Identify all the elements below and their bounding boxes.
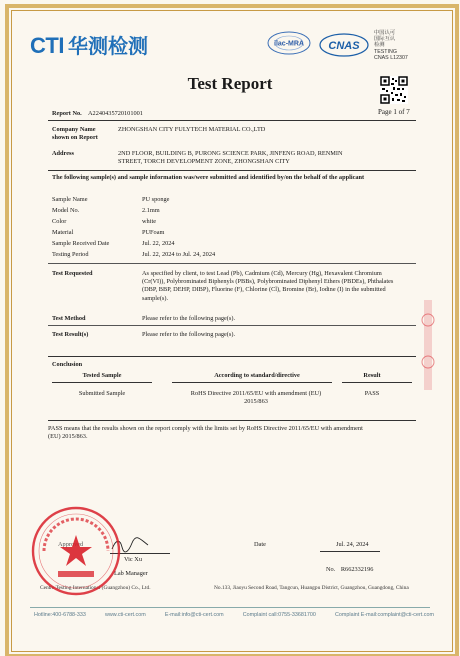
conclusion-label: Conclusion xyxy=(52,361,83,368)
conclusion-row-result: PASS xyxy=(364,390,380,397)
sample-intro: The following sample(s) and sample information was/were submitted and identified by/on the behalf of the applicant xyxy=(52,174,365,181)
received-date-value: Jul. 22, 2024 xyxy=(142,240,175,247)
signer-title: Lab Manager xyxy=(114,570,148,577)
ilac-mra-label: ilac-MRA xyxy=(274,40,304,48)
company-label: Company Name shown on Report xyxy=(52,126,98,142)
testing-period-label: Testing Period xyxy=(52,251,89,258)
test-requested-label: Test Requested xyxy=(52,270,93,277)
header-underline xyxy=(172,382,332,383)
page-title: Test Report xyxy=(187,74,273,93)
color-value: white xyxy=(142,218,156,225)
conclusion-row-standard: RoHS Directive 2011/65/EU with amendment (EU) 2015/863 xyxy=(190,390,322,406)
report-no-value: A2240435720101001 xyxy=(88,110,143,117)
date-value: Jul. 24, 2024 xyxy=(336,541,369,548)
material-value: PUFoam xyxy=(142,229,165,236)
report-serial-value: R662332196 xyxy=(340,566,374,573)
cti-logo-text: CTI xyxy=(30,33,64,58)
conclusion-header-sample: Tested Sample xyxy=(82,372,122,379)
side-stamp-watermark xyxy=(420,300,436,390)
conclusion-header-standard: According to standard/directive xyxy=(214,372,300,379)
sample-name-value: PU sponge xyxy=(142,196,170,203)
footer-divider xyxy=(30,607,430,608)
divider xyxy=(48,420,416,421)
test-method-value: Please refer to the following page(s). xyxy=(142,315,236,322)
divider xyxy=(48,263,416,264)
test-results-label: Test Result(s) xyxy=(52,331,89,338)
ilac-mra-logo xyxy=(266,30,312,56)
divider xyxy=(48,325,416,326)
report-serial-label: No. xyxy=(326,566,336,573)
header-underline xyxy=(52,382,152,383)
page-number: Page 1 of 7 xyxy=(378,108,410,116)
test-results-value: Please refer to the following page(s). xyxy=(142,331,236,338)
divider xyxy=(48,356,416,357)
testing-period-value: Jul. 22, 2024 to Jul. 24, 2024 xyxy=(142,251,216,258)
material-label: Material xyxy=(52,229,74,236)
divider xyxy=(48,120,416,121)
footer-hotline: Hotline:400-6788-333 xyxy=(34,612,86,618)
cnas-logo xyxy=(318,32,370,58)
received-date-label: Sample Received Date xyxy=(52,240,110,247)
approved-label: Approved xyxy=(58,541,84,548)
report-no-label: Report No. xyxy=(52,110,82,117)
cnas-accreditation-text xyxy=(374,30,408,61)
page-footer xyxy=(34,612,434,618)
company-value: ZHONGSHAN CITY FULYTECH MATERIAL CO.,LTD xyxy=(118,126,266,133)
report-serial xyxy=(326,566,373,574)
footer-complaint-email: Complaint E-mail:complaint@cti-cert.com xyxy=(335,612,434,618)
conclusion-table xyxy=(52,372,416,416)
footer-complaint-call: Complaint call:0755-33681700 xyxy=(242,612,316,618)
divider xyxy=(48,170,416,171)
conclusion-header-result: Result xyxy=(363,372,381,379)
cnas-line: 检测 xyxy=(374,42,385,49)
model-no-label: Model No. xyxy=(52,207,80,214)
pass-note: PASS means that the results shown on the report comply with the limits set by RoHS Directive 2011/65/EU with amendment (EU) 2015/863. xyxy=(48,425,363,441)
qr-code xyxy=(380,76,408,104)
test-method-label: Test Method xyxy=(52,315,86,322)
signer-name: Vic Xu xyxy=(124,556,142,563)
cti-logo xyxy=(30,30,148,59)
test-requested-value: As specified by client, to test Lead (Pb), Cadmium (Cd), Mercury (Hg), Hexavalent Chromium (Cr(VI)), Polybrominated Biphenyls (PBBs), Polybrominated Diphenyl Ethers (PBDEs), Phthalates (DBP, BBP, DEHP, DIBP), Fluorine (F), Chlorine (Cl), Bromine (Br), Iodine (I) in the submitted sample(s). xyxy=(142,270,394,302)
cti-logo-chinese: 华测检测 xyxy=(67,36,148,58)
sample-name-label: Sample Name xyxy=(52,196,88,203)
cnas-line: 中国认可 xyxy=(374,30,396,36)
footer-website: www.cti-cert.com xyxy=(104,612,146,618)
address-value: 2ND FLOOR, BUILDING B, PURONG SCIENCE PARK, JINFENG ROAD, RENMIN STREET, TORCH DEVELOPMENT ZONE, ZHONGSHAN CITY xyxy=(118,150,343,166)
date-line xyxy=(320,551,380,552)
cnas-line: CNAS L12307 xyxy=(374,54,408,61)
address-footer: No.133, Jiaoyu Second Road, Tangcun, Huangpu District, Guangzhou, Guangdong, China xyxy=(214,585,409,591)
color-label: Color xyxy=(52,218,67,225)
official-stamp xyxy=(30,505,122,597)
company-name-footer: Centre Testing International (Guangzhou) Co., Ltd. xyxy=(40,585,151,591)
model-no-value: 2.1mm xyxy=(142,207,160,214)
cnas-label: CNAS xyxy=(328,40,360,52)
address-label: Address xyxy=(52,150,74,157)
cnas-line: TESTING xyxy=(374,48,397,55)
cnas-line: 国际互认 xyxy=(374,36,396,43)
conclusion-row-sample: Submitted Sample xyxy=(78,390,126,397)
footer-email: E-mail:info@cti-cert.com xyxy=(164,612,224,618)
date-label: Date xyxy=(254,541,266,548)
header-underline xyxy=(342,382,412,383)
